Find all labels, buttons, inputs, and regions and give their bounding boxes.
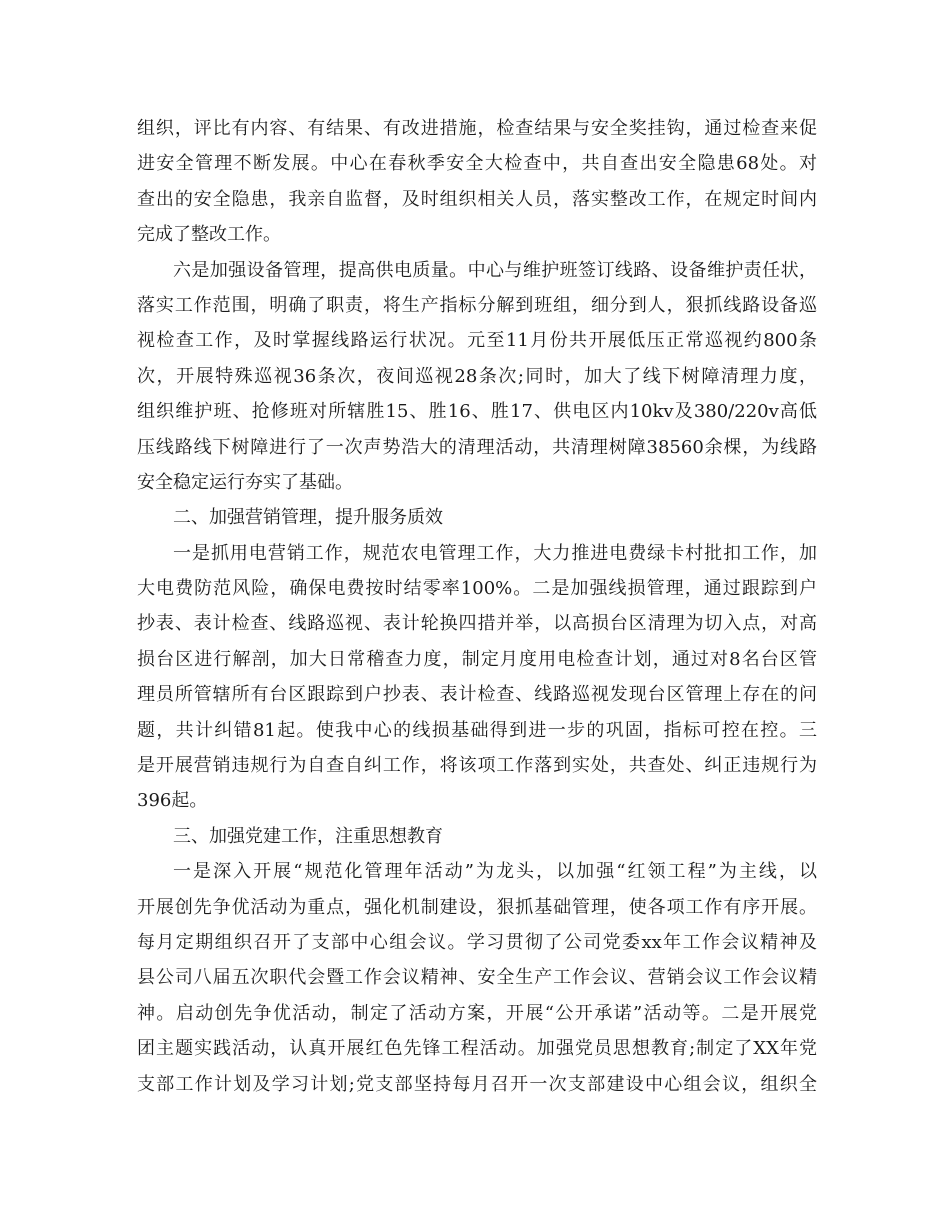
text-line: 支部工作计划及学习计划;党支部坚持每月召开一次支部建设中心组会议，组织全 — [137, 1073, 817, 1095]
text-line: 神。启动创先争优活动，制定了活动方案，开展“公开承诺”活动等。二是开展党 — [137, 1002, 817, 1024]
text-line: 组织维护班、抢修班对所辖胜15、胜16、胜17、供电区内10kv及380/220v高低 — [137, 401, 817, 423]
document-body — [137, 111, 817, 1102]
text-line: 六是加强设备管理，提高供电质量。中心与维护班签订线路、设备维护责任状， — [173, 259, 817, 281]
text-line: 题，共计纠错81起。使我中心的线损基础得到进一步的巩固，指标可控在控。三 — [137, 719, 817, 741]
text-line: 安全稳定运行夯实了基础。 — [137, 471, 353, 493]
text-line: 落实工作范围，明确了职责，将生产指标分解到班组，细分到人，狠抓线路设备巡 — [137, 294, 817, 316]
text-line: 进安全管理不断发展。中心在春秋季安全大检查中，共自查出安全隐患68处。对 — [137, 153, 817, 175]
text-line: 损台区进行解剖，加大日常稽查力度，制定月度用电检查计划，通过对8名台区管 — [137, 648, 817, 670]
text-line: 视检查工作，及时掌握线路运行状况。元至11月份共开展低压正常巡视约800条 — [137, 330, 817, 352]
text-line: 396起。 — [137, 790, 208, 812]
text-line: 开展创先争优活动为重点，强化机制建设，狠抓基础管理，使各项工作有序开展。 — [137, 896, 817, 918]
text-line: 三、加强党建工作，注重思想教育 — [173, 825, 443, 847]
text-line: 县公司八届五次职代会暨工作会议精神、安全生产工作会议、营销会议工作会议精 — [137, 967, 817, 989]
text-line: 一是深入开展“规范化管理年活动”为龙头，以加强“红领工程”为主线，以 — [173, 861, 817, 883]
text-line: 压线路线下树障进行了一次声势浩大的清理活动，共清理树障38560余棵，为线路 — [137, 436, 817, 458]
text-line: 次，开展特殊巡视36条次，夜间巡视28条次;同时，加大了线下树障清理力度， — [137, 365, 817, 387]
text-line: 抄表、表计检查、线路巡视、表计轮换四措并举，以高损台区清理为切入点，对高 — [137, 613, 817, 635]
text-line: 组织，评比有内容、有结果、有改进措施，检查结果与安全奖挂钩，通过检查来促 — [137, 118, 817, 139]
text-line: 团主题实践活动，认真开展红色先锋工程活动。加强党员思想教育;制定了XX年党 — [137, 1038, 817, 1060]
text-line: 二、加强营销管理，提升服务质效 — [173, 507, 443, 529]
text-line: 一是抓用电营销工作，规范农电管理工作，大力推进电费绿卡村批扣工作，加 — [173, 542, 817, 564]
text-line: 每月定期组织召开了支部中心组会议。学习贯彻了公司党委xx年工作会议精神及 — [137, 931, 817, 953]
text-line: 完成了整改工作。 — [137, 224, 281, 246]
text-line: 大电费防范风险，确保电费按时结零率100%。二是加强线损管理，通过跟踪到户 — [137, 578, 817, 600]
text-line: 查出的安全隐患，我亲自监督，及时组织相关人员，落实整改工作，在规定时间内 — [137, 188, 817, 210]
text-line: 理员所管辖所有台区跟踪到户抄表、表计检查、线路巡视发现台区管理上存在的问 — [137, 684, 817, 706]
text-line: 是开展营销违规行为自查自纠工作，将该项工作落到实处，共查处、纠正违规行为 — [137, 755, 817, 777]
